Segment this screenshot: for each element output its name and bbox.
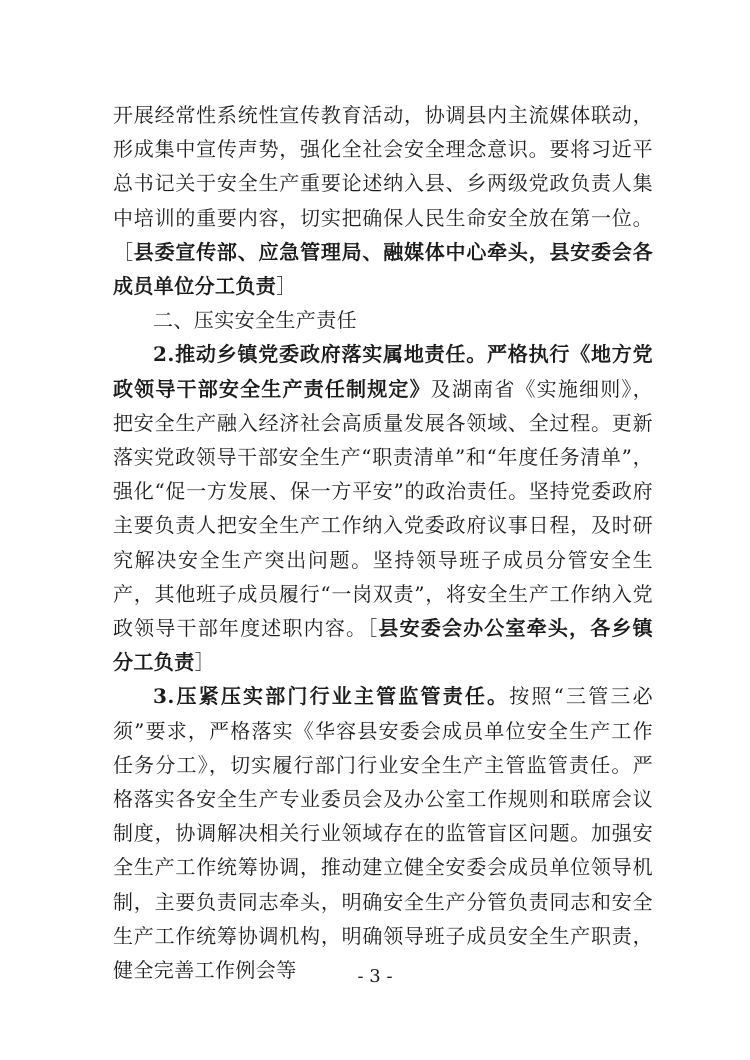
responsible-units: 县委宣传部、应急管理局、融媒体中心牵头，县安委会各成员单位分工负责 (113, 239, 654, 299)
paragraph-item-2 (113, 337, 653, 679)
bracket-open: ［ (367, 616, 379, 641)
section-heading: 二、压实安全生产责任 (153, 308, 357, 333)
bracket-close: ］ (194, 650, 216, 675)
item-3-title: 3.压紧压实部门行业主管监管责任。 (153, 684, 510, 709)
item-3-text: 按照“三管三必须”要求，严格落实《华容县安委会成员单位安全生产工作任务分工》，切实履行部门行业安全生产主管监管责任。严格落实各安全生产专业委员会及办公室工作规则和联席会议制度，协调解决相关行业领域存在的监管盲区问题。加强安全生产工作统筹协调，推动建立健全安委会成员单位领导机制，主要负责同志牵头，明确安全生产分管负责同志和安全生产工作统筹协调机构，明确领导班子成员安全生产职责，健全完善工作例会等 (113, 684, 653, 983)
item-2-responsible: 县安委会办公室牵头，各乡镇分工负责 (113, 616, 653, 675)
paragraph-propaganda (113, 98, 653, 303)
item-2-text: 及湖南省《实施细则》，把安全生产融入经济社会高质量发展各领域、全过程。更新落实党政领导干部安全生产“职责清单”和“年度任务清单”，强化“促一方发展、保一方平安”的政治责任。坚持党委政府主要负责人把安全生产工作纳入党委政府议事日程，及时研究解决安全生产突出问题。坚持领导班子成员分管安全生产，其他班子成员履行“一岗双责”，将安全生产工作纳入党政领导干部年度述职内容。 (113, 376, 654, 641)
page-number: - 3 - (357, 966, 393, 987)
paragraph-item-3 (113, 679, 653, 987)
item-2-title: 2.推动乡镇党委政府落实属地责任。 (153, 342, 488, 367)
bracket-close: ］ (276, 274, 297, 299)
item-2-title-cont: 严格执行《地方党政领导干部安全生产责任制规定》 (113, 342, 653, 401)
document-body (113, 98, 653, 987)
paragraph-text: 开展经常性系统性宣传教育活动，协调县内主流媒体联动，形成集中宣传声势，强化全社会安全理念意识。要将习近平总书记关于安全生产重要论述纳入县、乡两级党政负责人集中培训的重要内容，切实把确保人民生命安全放在第一位。［ (113, 103, 653, 264)
